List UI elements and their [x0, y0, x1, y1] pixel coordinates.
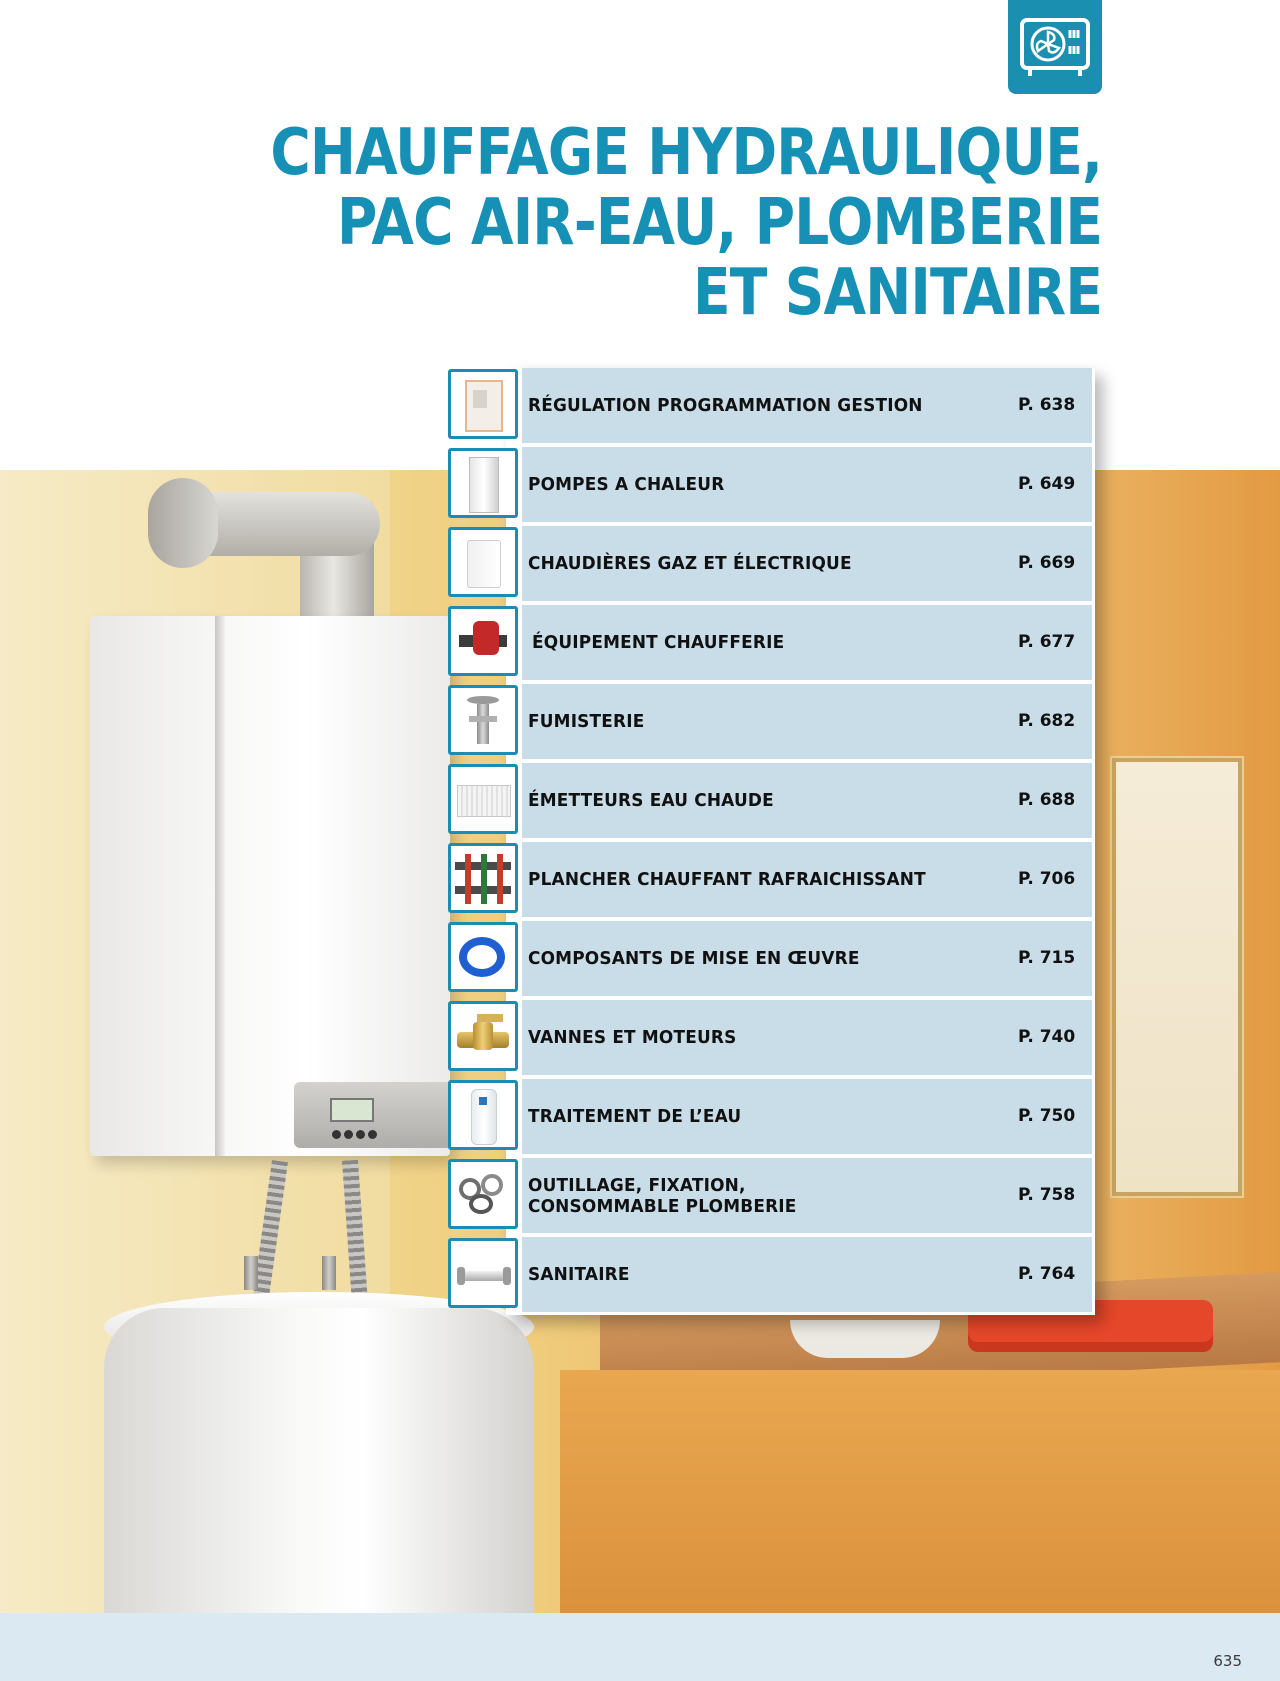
heat-pump-fan-icon [1008, 0, 1102, 94]
water-treatment-icon [448, 1080, 518, 1150]
toc-item-page: P. 638 [1018, 395, 1076, 415]
heat-pump-unit-icon [448, 448, 518, 518]
radiator-panel-icon [448, 764, 518, 834]
pipe-coil-icon [448, 922, 518, 992]
toc-item-label: ÉQUIPEMENT CHAUFFERIE [532, 632, 785, 653]
toc-item-label: POMPES A CHALEUR [528, 474, 725, 495]
toc-item-page: P. 706 [1018, 869, 1076, 889]
toc-item-label: PLANCHER CHAUFFANT RAFRAICHISSANT [528, 869, 926, 890]
toc-item-label: RÉGULATION PROGRAMMATION GESTION [528, 395, 923, 416]
toc-item[interactable] [448, 526, 1094, 601]
toc-item-label: CHAUDIÈRES GAZ ET ÉLECTRIQUE [528, 553, 852, 574]
boiler-icon [448, 527, 518, 597]
water-tank [104, 1308, 534, 1613]
toc-item[interactable] [448, 1079, 1094, 1154]
toc-item-page: P. 677 [1018, 632, 1076, 652]
circulator-pump-icon [448, 606, 518, 676]
mirror [1112, 758, 1242, 1196]
toc-item[interactable] [448, 1237, 1094, 1312]
brass-valve-icon [448, 1001, 518, 1071]
toc-item[interactable] [448, 1158, 1094, 1233]
toc-item-page: P. 682 [1018, 711, 1076, 731]
toc-item-label: COMPOSANTS DE MISE EN ŒUVRE [528, 948, 860, 969]
page-title: CHAUFFAGE HYDRAULIQUE, PAC AIR-EAU, PLOMBERIE ET SANITAIRE [270, 116, 1102, 330]
manifold-icon [448, 843, 518, 913]
toc-item-page: P. 764 [1018, 1264, 1076, 1284]
toc-item-label: VANNES ET MOTEURS [528, 1027, 737, 1048]
toc-item-page: P. 750 [1018, 1106, 1076, 1126]
toc-item[interactable] [448, 605, 1094, 680]
footer-band [0, 1613, 1280, 1681]
toc-item[interactable] [448, 684, 1094, 759]
toc-item-page: P. 715 [1018, 948, 1076, 968]
toc-item[interactable] [448, 1000, 1094, 1075]
toc-item-label: ÉMETTEURS EAU CHAUDE [528, 790, 774, 811]
toc-item-page: P. 758 [1018, 1185, 1076, 1205]
toc-item[interactable] [448, 368, 1094, 443]
toc-item-page: P. 649 [1018, 474, 1076, 494]
thermostat-icon [448, 369, 518, 439]
toc-item-page: P. 669 [1018, 553, 1076, 573]
toc-item-label: OUTILLAGE, FIXATION, CONSOMMABLE PLOMBERIE [528, 1175, 797, 1217]
flue-terminal-icon [448, 685, 518, 755]
toc-item-label: TRAITEMENT DE L’EAU [528, 1106, 742, 1127]
toc-item-label: FUMISTERIE [528, 711, 645, 732]
toc-item[interactable] [448, 447, 1094, 522]
toc-item[interactable] [448, 763, 1094, 838]
toc-item-label: SANITAIRE [528, 1264, 630, 1285]
pipe-clamps-icon [448, 1159, 518, 1229]
page-number: 635 [1213, 1652, 1242, 1670]
toc-item-page: P. 688 [1018, 790, 1076, 810]
shower-mixer-icon [448, 1238, 518, 1308]
toc-item[interactable] [448, 921, 1094, 996]
toc-item-page: P. 740 [1018, 1027, 1076, 1047]
toc-item[interactable] [448, 842, 1094, 917]
wall-boiler [90, 616, 450, 1156]
